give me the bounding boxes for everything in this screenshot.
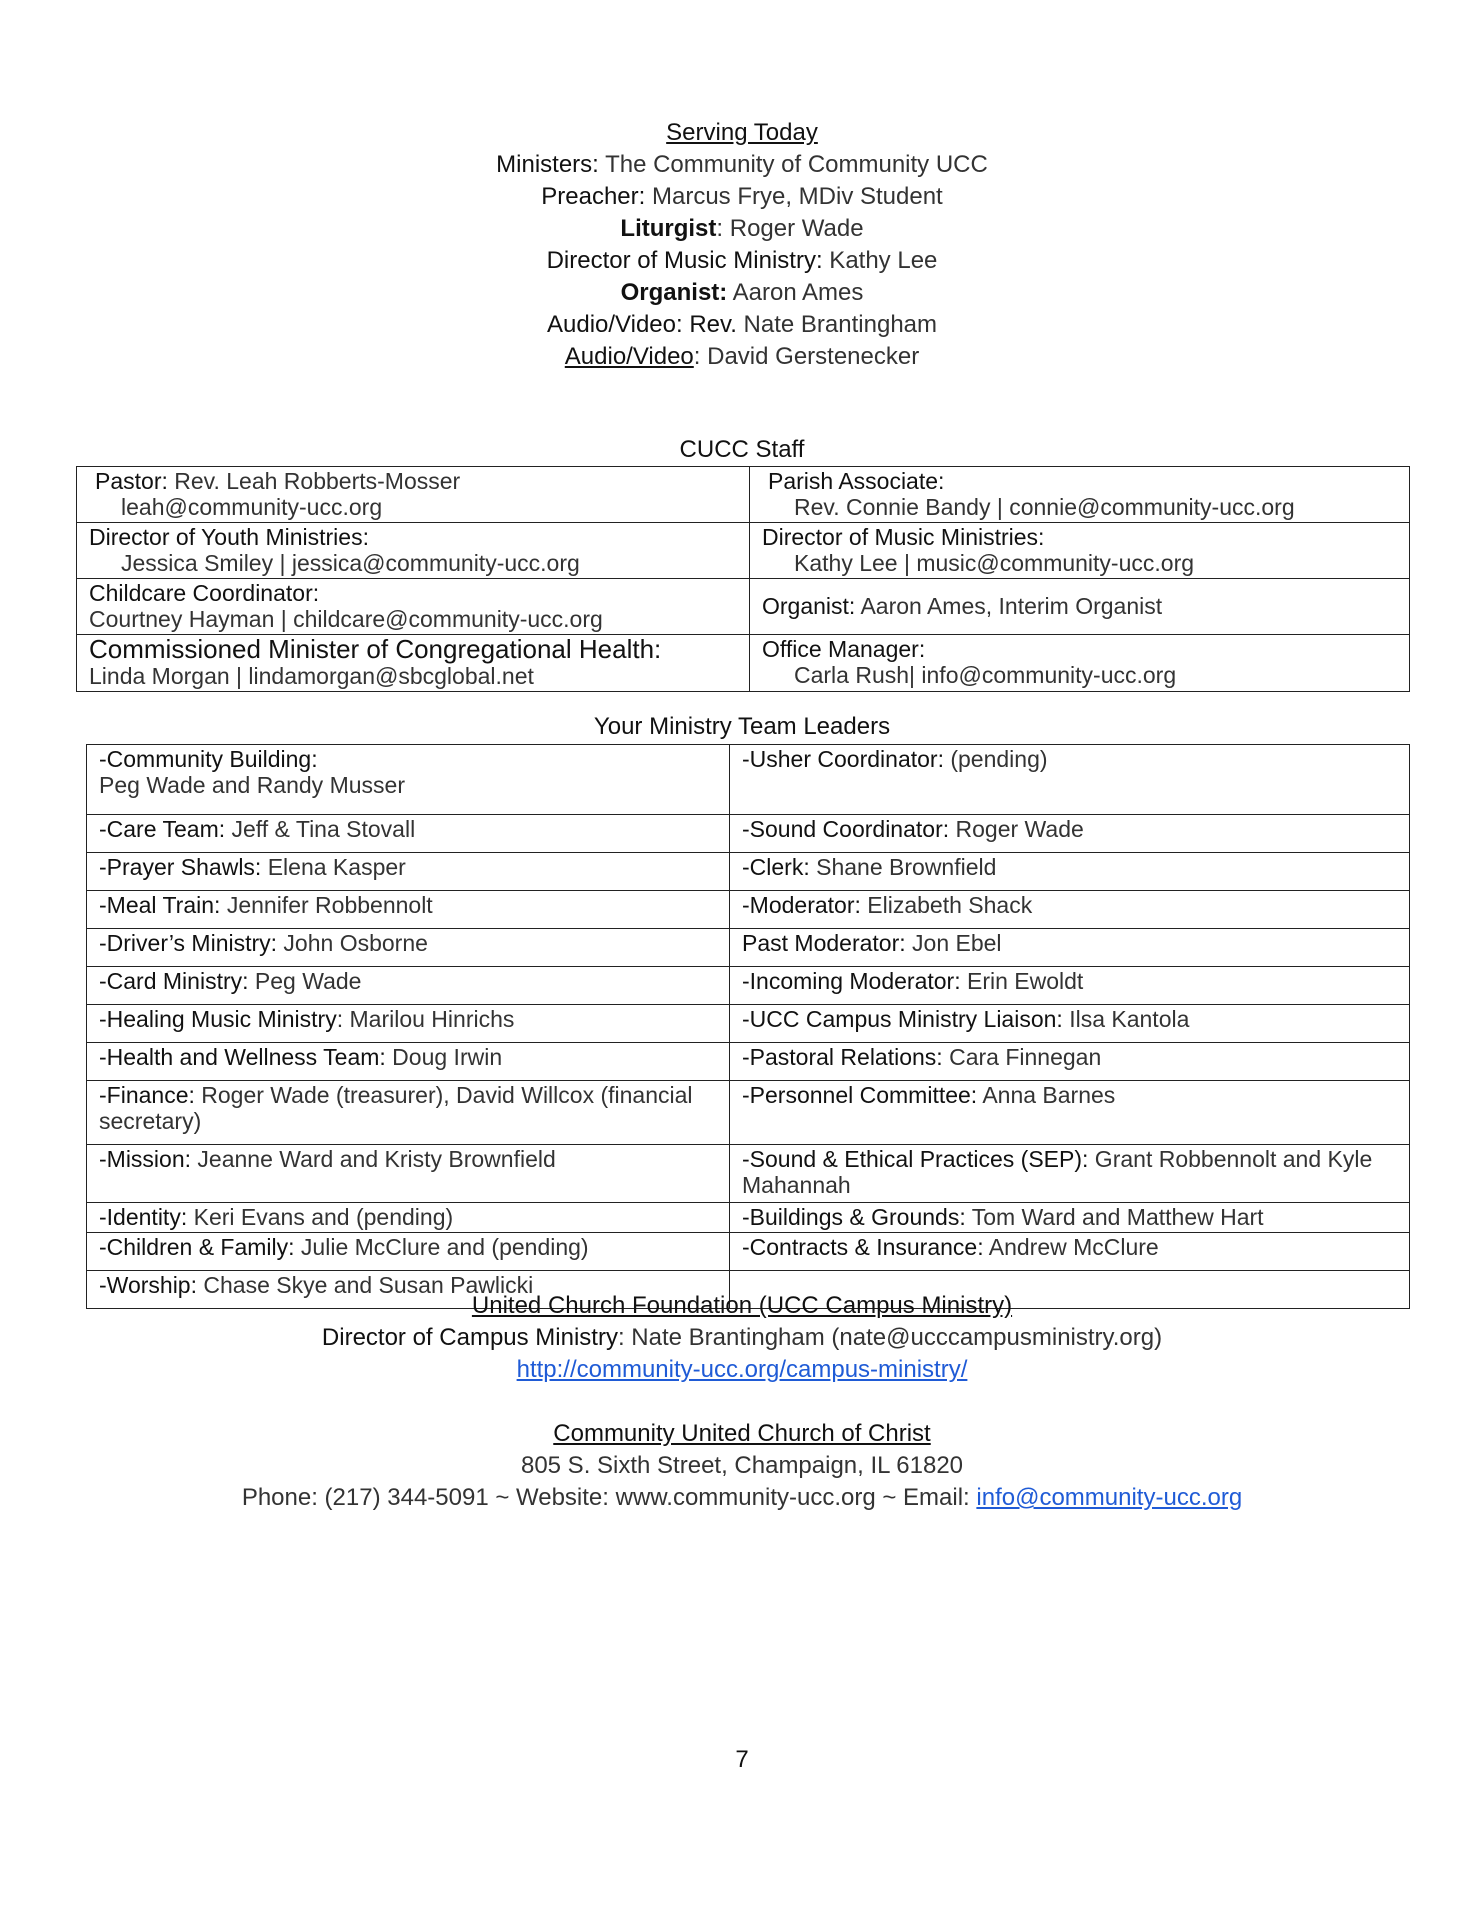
serving-today-section xyxy=(0,117,1484,373)
campus-director-label: Director of Campus Ministry xyxy=(321,1324,618,1351)
team-leader-names: Elena Kasper xyxy=(261,854,406,880)
staff-cell xyxy=(750,579,1410,635)
church-contact-line xyxy=(0,1482,1484,1514)
team-row xyxy=(87,815,1410,853)
staff-cell xyxy=(77,635,750,692)
team-cell xyxy=(87,967,730,1005)
team-leader-names: Jeanne Ward and Kristy Brownfield xyxy=(191,1146,556,1172)
team-leader-names: Andrew McClure xyxy=(983,1234,1159,1260)
team-cell xyxy=(87,1081,730,1145)
team-cell xyxy=(730,1043,1410,1081)
team-row xyxy=(87,1005,1410,1043)
team-row xyxy=(87,929,1410,967)
team-role-label: -Care Team: xyxy=(99,816,226,842)
team-cell xyxy=(87,1203,730,1233)
team-row xyxy=(87,1043,1410,1081)
team-cell xyxy=(87,745,730,815)
staff-row xyxy=(77,579,1410,635)
serving-line xyxy=(0,213,1484,245)
staff-table xyxy=(76,466,1410,692)
team-role-label: -Mission: xyxy=(99,1146,192,1172)
team-leader-names: Keri Evans and (pending) xyxy=(187,1204,454,1230)
team-leader-names: Chase Skye and Susan Pawlicki xyxy=(197,1272,534,1298)
team-row xyxy=(87,1203,1410,1233)
staff-cell xyxy=(750,467,1410,523)
team-row xyxy=(87,1081,1410,1145)
staff-contact: Kathy Lee | music@community-ucc.org xyxy=(794,550,1195,576)
team-leader-names: Roger Wade (treasurer), David Willcox (financial secretary) xyxy=(99,1082,693,1134)
campus-director-line xyxy=(0,1322,1484,1354)
staff-name: Aaron Ames, Interim Organist xyxy=(855,593,1163,619)
ministry-team-title: Your Ministry Team Leaders xyxy=(593,713,891,740)
church-title: Community United Church of Christ xyxy=(553,1420,931,1447)
staff-title: CUCC Staff xyxy=(679,436,805,463)
team-role-label: -Identity: xyxy=(99,1204,188,1230)
team-role-label: Past Moderator: xyxy=(742,930,906,956)
serving-role-value: Aaron Ames xyxy=(727,279,864,306)
team-cell xyxy=(87,1005,730,1043)
team-role-label: -Sound Coordinator: xyxy=(742,816,950,842)
team-role-label: -Meal Train: xyxy=(99,892,221,918)
staff-row xyxy=(77,523,1410,579)
team-cell xyxy=(730,929,1410,967)
team-leader-names: Anna Barnes xyxy=(977,1082,1116,1108)
team-cell xyxy=(87,853,730,891)
team-row xyxy=(87,745,1410,815)
staff-contact: Carla Rush| info@community-ucc.org xyxy=(794,662,1177,688)
team-cell xyxy=(730,853,1410,891)
team-role-label: -Prayer Shawls: xyxy=(99,854,262,880)
campus-ministry-link[interactable]: http://community-ucc.org/campus-ministry/ xyxy=(516,1356,968,1383)
serving-line xyxy=(0,341,1484,373)
foundation-title: United Church Foundation (UCC Campus Ministry) xyxy=(471,1292,1013,1319)
staff-role-label: Parish Associate: xyxy=(768,468,945,494)
serving-role-label: Ministers: xyxy=(496,151,599,178)
staff-role-label: Childcare Coordinator: xyxy=(89,580,320,606)
team-role-label: -Community Building: xyxy=(99,746,318,772)
serving-today-title: Serving Today xyxy=(666,119,818,146)
team-leader-names: : Marilou Hinrichs xyxy=(336,1006,515,1032)
staff-contact: Linda Morgan | lindamorgan@sbcglobal.net xyxy=(89,663,534,689)
serving-role-value: Nate Brantingham xyxy=(736,311,937,338)
team-role-label: -Clerk: xyxy=(742,854,810,880)
team-role-label: -Sound & Ethical Practices (SEP): xyxy=(742,1146,1089,1172)
team-role-label: -Personnel Committee: xyxy=(742,1082,978,1108)
team-row xyxy=(87,967,1410,1005)
team-cell xyxy=(87,815,730,853)
team-row xyxy=(87,1233,1410,1271)
team-role-label: -Driver’s Ministry: xyxy=(99,930,278,956)
serving-line xyxy=(0,181,1484,213)
church-contact-prefix: Phone: (217) 344-5091 ~ Website: www.community-ucc.org ~ Email: xyxy=(241,1484,977,1511)
team-role-label: -Pastoral Relations: xyxy=(742,1044,943,1070)
team-role-label: -Moderator: xyxy=(742,892,861,918)
team-leader-names: Peg Wade xyxy=(248,968,362,994)
team-role-label: -Contracts & Insurance: xyxy=(742,1234,984,1260)
team-role-label: -Health and Wellness Team: xyxy=(99,1044,386,1070)
staff-role-label: Pastor: xyxy=(95,468,168,494)
team-leader-names: Grant Robbennolt and Kyle Mahannah xyxy=(742,1146,1373,1198)
team-role-label: -Worship: xyxy=(99,1272,197,1298)
staff-contact: Jessica Smiley | jessica@community-ucc.org xyxy=(121,550,580,576)
serving-role-value: : David Gerstenecker xyxy=(693,343,920,370)
team-cell xyxy=(87,1145,730,1203)
church-address: 805 S. Sixth Street, Champaign, IL 61820 xyxy=(520,1452,964,1479)
staff-role-label: Director of Youth Ministries: xyxy=(89,524,369,550)
team-leader-names: Peg Wade and Randy Musser xyxy=(99,772,405,798)
staff-cell xyxy=(77,523,750,579)
team-cell xyxy=(730,1233,1410,1271)
staff-name: Rev. Leah Robberts-Mosser xyxy=(167,468,461,494)
team-leader-names: Roger Wade xyxy=(949,816,1084,842)
team-leader-names: Erin Ewoldt xyxy=(960,968,1084,994)
serving-line xyxy=(0,277,1484,309)
serving-role-label: Liturgist xyxy=(620,215,717,242)
team-cell xyxy=(730,815,1410,853)
foundation-section xyxy=(0,1290,1484,1386)
staff-row xyxy=(77,635,1410,692)
ministry-team-table xyxy=(86,744,1410,1309)
church-contact-section xyxy=(0,1418,1484,1514)
team-leader-names: Ilsa Kantola xyxy=(1062,1006,1190,1032)
team-row xyxy=(87,853,1410,891)
staff-role-label: Commissioned Minister of Congregational Health: xyxy=(89,634,662,664)
team-leader-names: Tom Ward and Matthew Hart xyxy=(965,1204,1264,1230)
team-row xyxy=(87,1145,1410,1203)
staff-cell xyxy=(77,579,750,635)
serving-line xyxy=(0,245,1484,277)
team-cell xyxy=(87,1233,730,1271)
serving-role-label: Audio/Video: Rev. xyxy=(546,311,737,338)
team-leader-names: (pending) xyxy=(943,746,1048,772)
serving-role-label: Organist: xyxy=(620,279,728,306)
serving-role-label: Preacher: xyxy=(541,183,646,210)
team-leader-names: Jennifer Robbennolt xyxy=(220,892,433,918)
staff-cell xyxy=(750,523,1410,579)
team-row xyxy=(87,891,1410,929)
serving-role-value: Kathy Lee xyxy=(822,247,938,274)
serving-line xyxy=(0,149,1484,181)
team-leader-names: Jon Ebel xyxy=(905,930,1002,956)
serving-role-label: Director of Music Ministry: xyxy=(546,247,823,274)
serving-role-value: The Community of Community UCC xyxy=(598,151,988,178)
staff-contact: leah@community-ucc.org xyxy=(121,494,383,520)
church-email-link[interactable]: info@community-ucc.org xyxy=(976,1484,1243,1511)
team-leader-names: Doug Irwin xyxy=(385,1044,503,1070)
team-cell xyxy=(730,967,1410,1005)
team-cell xyxy=(87,891,730,929)
serving-role-value: : Roger Wade xyxy=(716,215,864,242)
staff-contact: Rev. Connie Bandy | connie@community-ucc.org xyxy=(794,494,1295,520)
team-cell xyxy=(87,1043,730,1081)
staff-role-label: Organist: xyxy=(762,593,856,619)
team-cell xyxy=(730,1005,1410,1043)
campus-director-value: : Nate Brantingham (nate@ucccampusministry.org) xyxy=(617,1324,1163,1351)
team-cell xyxy=(730,1145,1410,1203)
serving-role-value: Marcus Frye, MDiv Student xyxy=(645,183,943,210)
team-role-label: -Finance: xyxy=(99,1082,195,1108)
page-number: 7 xyxy=(735,1746,749,1773)
team-role-label: -Incoming Moderator: xyxy=(742,968,961,994)
team-leader-names: Cara Finnegan xyxy=(942,1044,1102,1070)
team-leader-names: John Osborne xyxy=(277,930,428,956)
team-leader-names: Elizabeth Shack xyxy=(860,892,1033,918)
team-role-label: -Buildings & Grounds: xyxy=(742,1204,966,1230)
staff-cell xyxy=(77,467,750,523)
team-cell xyxy=(730,891,1410,929)
serving-line xyxy=(0,309,1484,341)
team-role-label: -Healing Music Ministry xyxy=(99,1006,337,1032)
team-cell xyxy=(730,745,1410,815)
staff-role-label: Office Manager: xyxy=(762,636,926,662)
team-role-label: -Card Ministry: xyxy=(99,968,249,994)
staff-cell xyxy=(750,635,1410,692)
team-role-label: -Children & Family: xyxy=(99,1234,295,1260)
team-cell xyxy=(730,1081,1410,1145)
team-cell xyxy=(87,929,730,967)
team-cell xyxy=(730,1203,1410,1233)
serving-today-list xyxy=(0,149,1484,373)
staff-contact: Courtney Hayman | childcare@community-ucc.org xyxy=(89,606,603,632)
serving-role-label: Audio/Video xyxy=(564,343,694,370)
team-leader-names: Julie McClure and (pending) xyxy=(294,1234,589,1260)
team-role-label: -Usher Coordinator: xyxy=(742,746,944,772)
staff-role-label: Director of Music Ministries: xyxy=(762,524,1045,550)
team-leader-names: Jeff & Tina Stovall xyxy=(225,816,416,842)
team-leader-names: Shane Brownfield xyxy=(809,854,997,880)
team-role-label: -UCC Campus Ministry Liaison: xyxy=(742,1006,1063,1032)
staff-row xyxy=(77,467,1410,523)
